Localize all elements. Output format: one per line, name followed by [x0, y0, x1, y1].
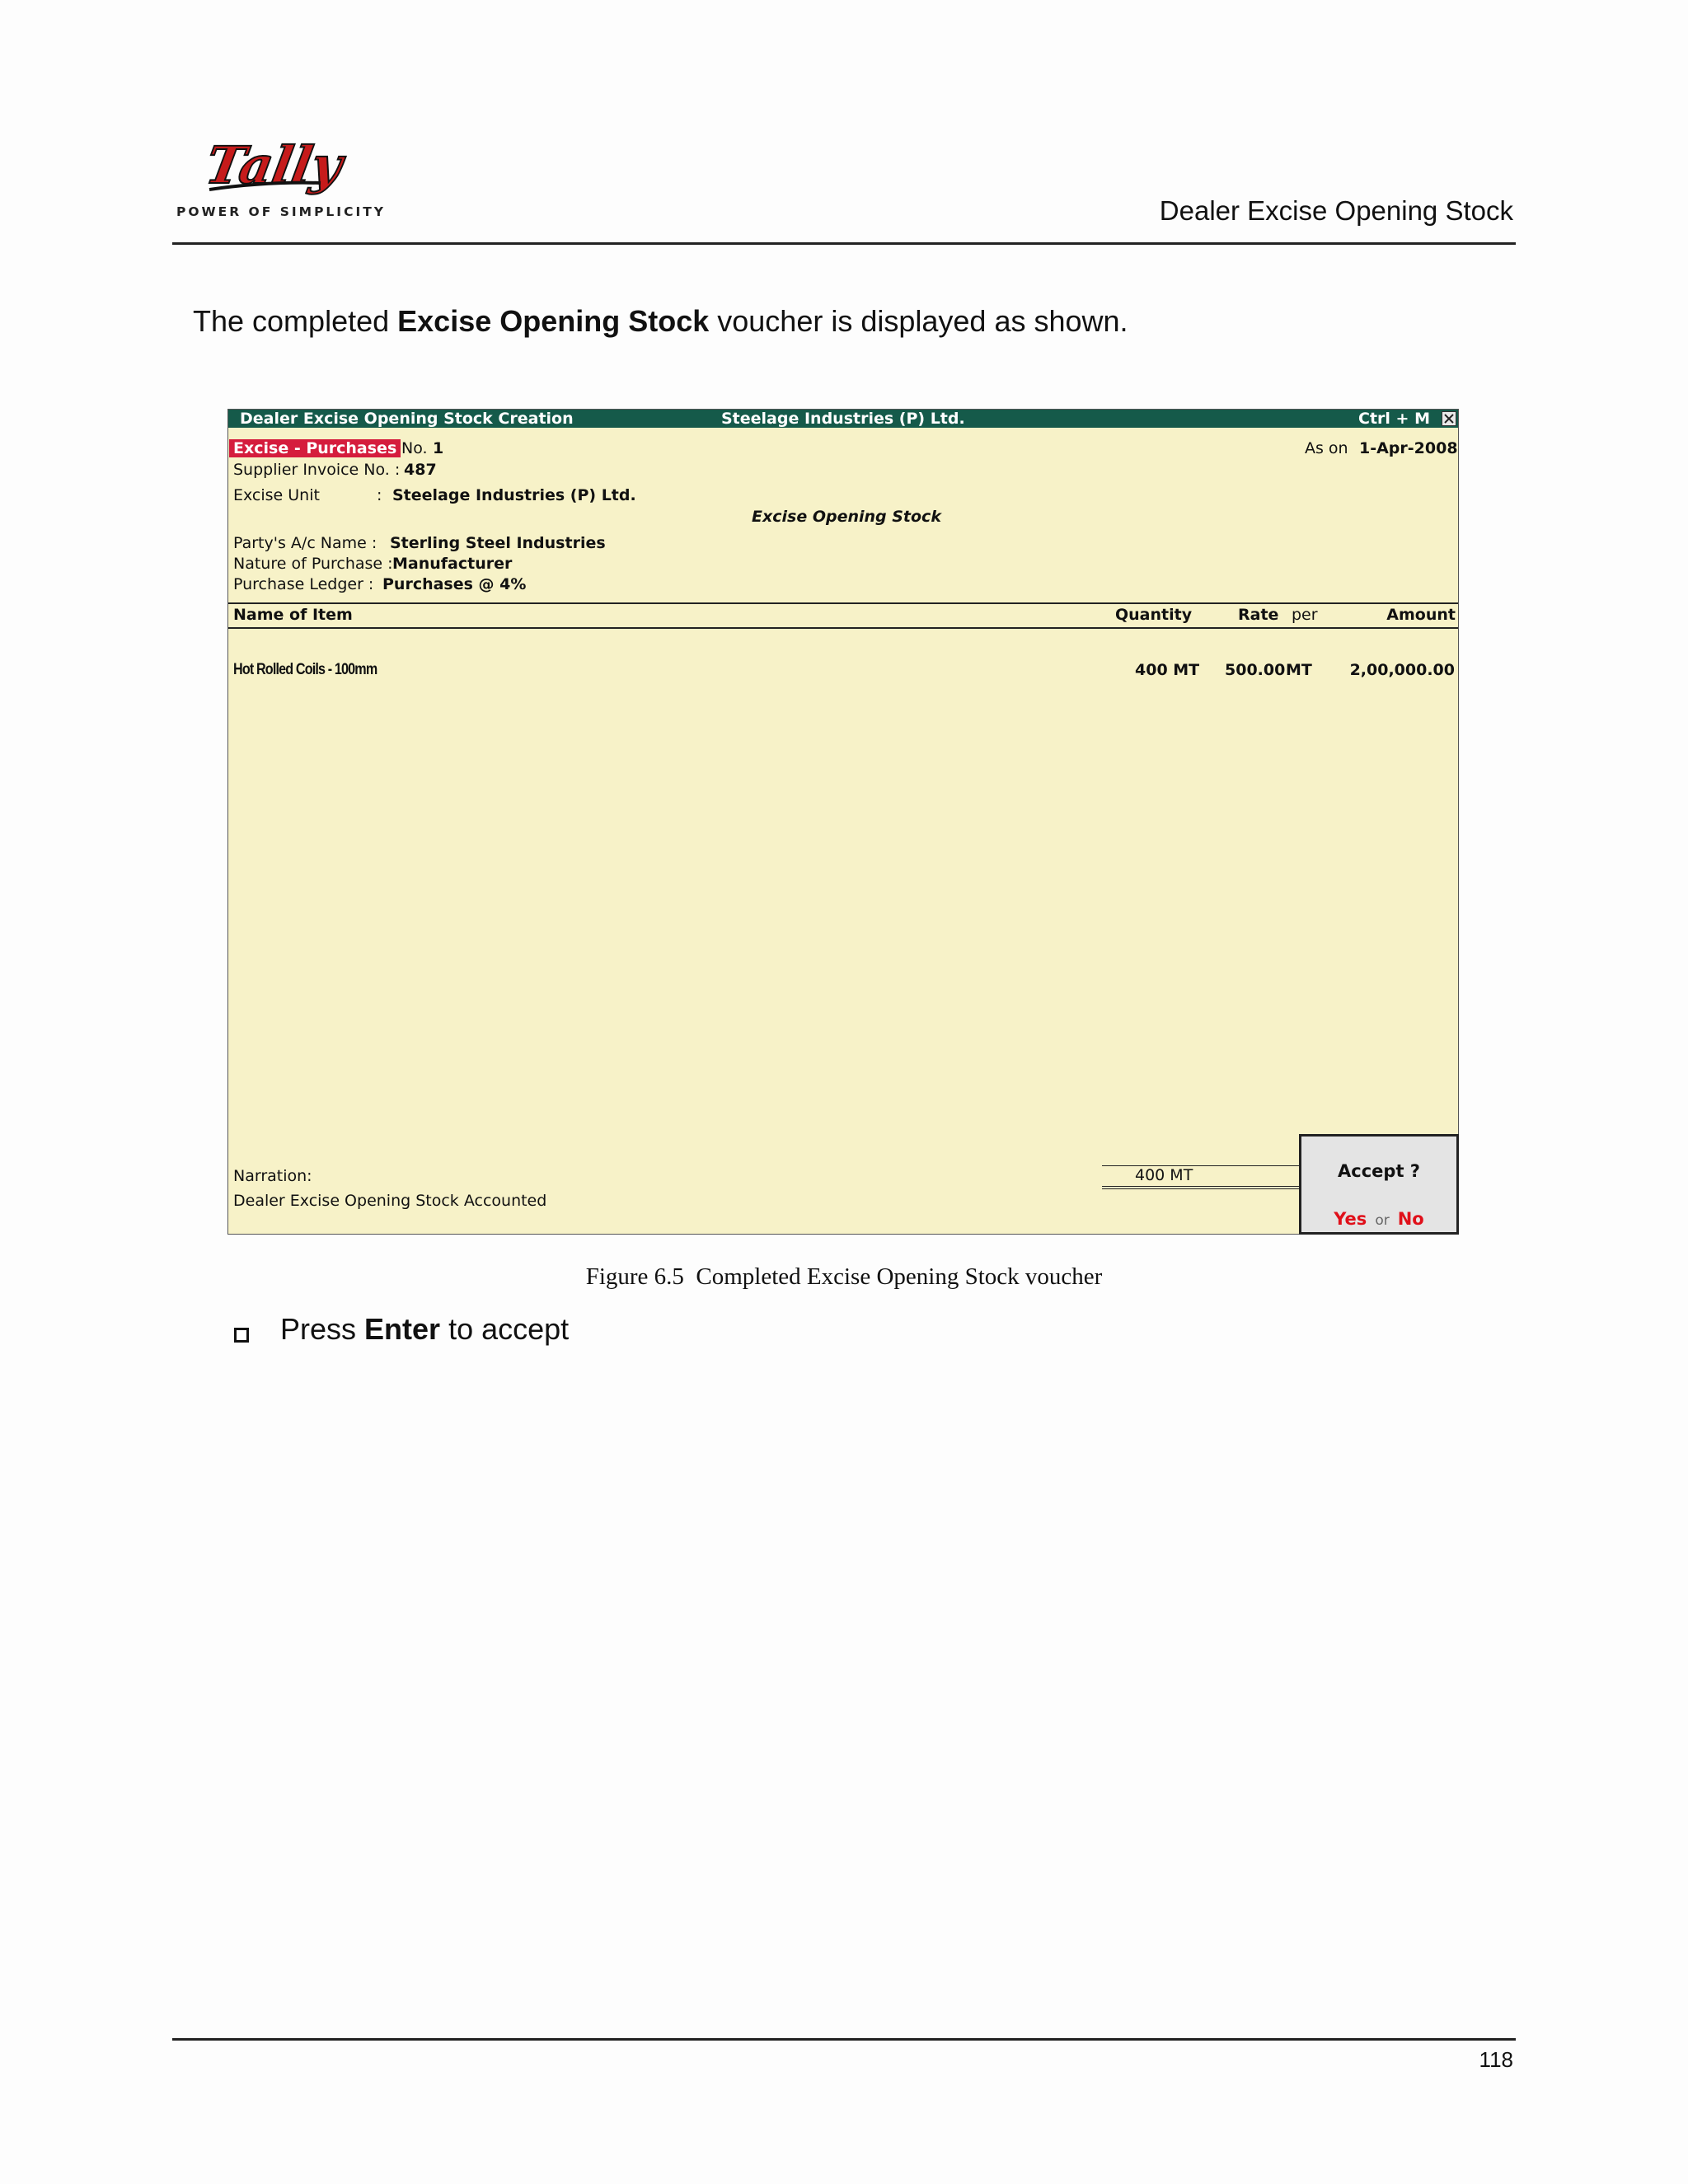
- item-rate: 500.00: [1225, 661, 1286, 679]
- shortcut-label: Ctrl + M: [1358, 410, 1430, 428]
- bullet-icon: [234, 1328, 249, 1343]
- footer-divider: [172, 2038, 1516, 2041]
- voucher-screen: [227, 409, 1459, 1235]
- screen-titlebar: [228, 410, 1458, 428]
- total-rule-top: [1102, 1165, 1299, 1166]
- voucher-no-label: No.: [401, 439, 428, 457]
- screen-title: Dealer Excise Opening Stock Creation: [240, 410, 574, 428]
- as-on-label: As on: [1305, 439, 1348, 457]
- logo-tagline: POWER OF SIMPLICITY: [176, 204, 387, 219]
- ledger-label: Purchase Ledger :: [233, 575, 374, 593]
- section-title: Dealer Excise Opening Stock: [1159, 195, 1513, 226]
- col-name-of-item: Name of Item: [233, 606, 353, 624]
- table-top-rule: [228, 602, 1458, 604]
- total-rule-bottom: [1102, 1186, 1299, 1189]
- col-quantity: Quantity: [1115, 606, 1193, 624]
- intro-paragraph: The completed Excise Opening Stock voucher is displayed as shown.: [193, 304, 1128, 338]
- excise-unit-label: Excise Unit: [233, 486, 320, 504]
- voucher-type-badge[interactable]: Excise - Purchases: [229, 439, 401, 457]
- as-on-date[interactable]: 1-Apr-2008: [1359, 439, 1458, 457]
- ledger-value[interactable]: Purchases @ 4%: [382, 575, 527, 593]
- supplier-invoice-value[interactable]: 487: [404, 461, 437, 479]
- nature-label: Nature of Purchase :: [233, 555, 393, 573]
- instruction-text: Press Enter to accept: [280, 1312, 570, 1346]
- accept-options: [1301, 1209, 1456, 1229]
- col-rate: Rate: [1238, 606, 1279, 624]
- yes-option[interactable]: Yes: [1334, 1209, 1367, 1229]
- narration-value[interactable]: Dealer Excise Opening Stock Accounted: [233, 1192, 547, 1210]
- svg-text:Tally: Tally: [201, 134, 347, 195]
- col-amount: Amount: [1386, 606, 1456, 624]
- item-name: Hot Rolled Coils - 100mm: [233, 661, 377, 678]
- narration-label: Narration:: [233, 1167, 312, 1185]
- header-divider: [172, 242, 1516, 245]
- party-value[interactable]: Sterling Steel Industries: [390, 534, 606, 552]
- item-per: MT: [1286, 661, 1312, 679]
- party-label: Party's A/c Name :: [233, 534, 377, 552]
- excise-unit-value[interactable]: Steelage Industries (P) Ltd.: [392, 486, 636, 504]
- accept-question: Accept ?: [1338, 1161, 1420, 1181]
- item-quantity: 400 MT: [1135, 661, 1200, 679]
- total-quantity: 400 MT: [1135, 1166, 1193, 1184]
- accept-dialog: [1299, 1134, 1459, 1235]
- voucher-no-value: 1: [433, 439, 444, 457]
- table-header-rule: [228, 627, 1458, 629]
- nature-value[interactable]: Manufacturer: [392, 555, 513, 573]
- excise-unit-colon: :: [377, 486, 382, 504]
- close-icon[interactable]: [1442, 411, 1456, 426]
- or-label: or: [1375, 1212, 1390, 1229]
- figure-caption: Figure 6.5 Completed Excise Opening Stock voucher: [585, 1263, 1103, 1290]
- no-option[interactable]: No: [1397, 1209, 1424, 1229]
- page-number: 118: [1479, 2047, 1513, 2072]
- col-per: per: [1292, 606, 1318, 624]
- item-amount: 2,00,000.00: [1349, 661, 1455, 679]
- company-name: Steelage Industries (P) Ltd.: [721, 410, 965, 428]
- section-heading: Excise Opening Stock: [752, 508, 941, 526]
- supplier-invoice-label: Supplier Invoice No. :: [233, 461, 401, 479]
